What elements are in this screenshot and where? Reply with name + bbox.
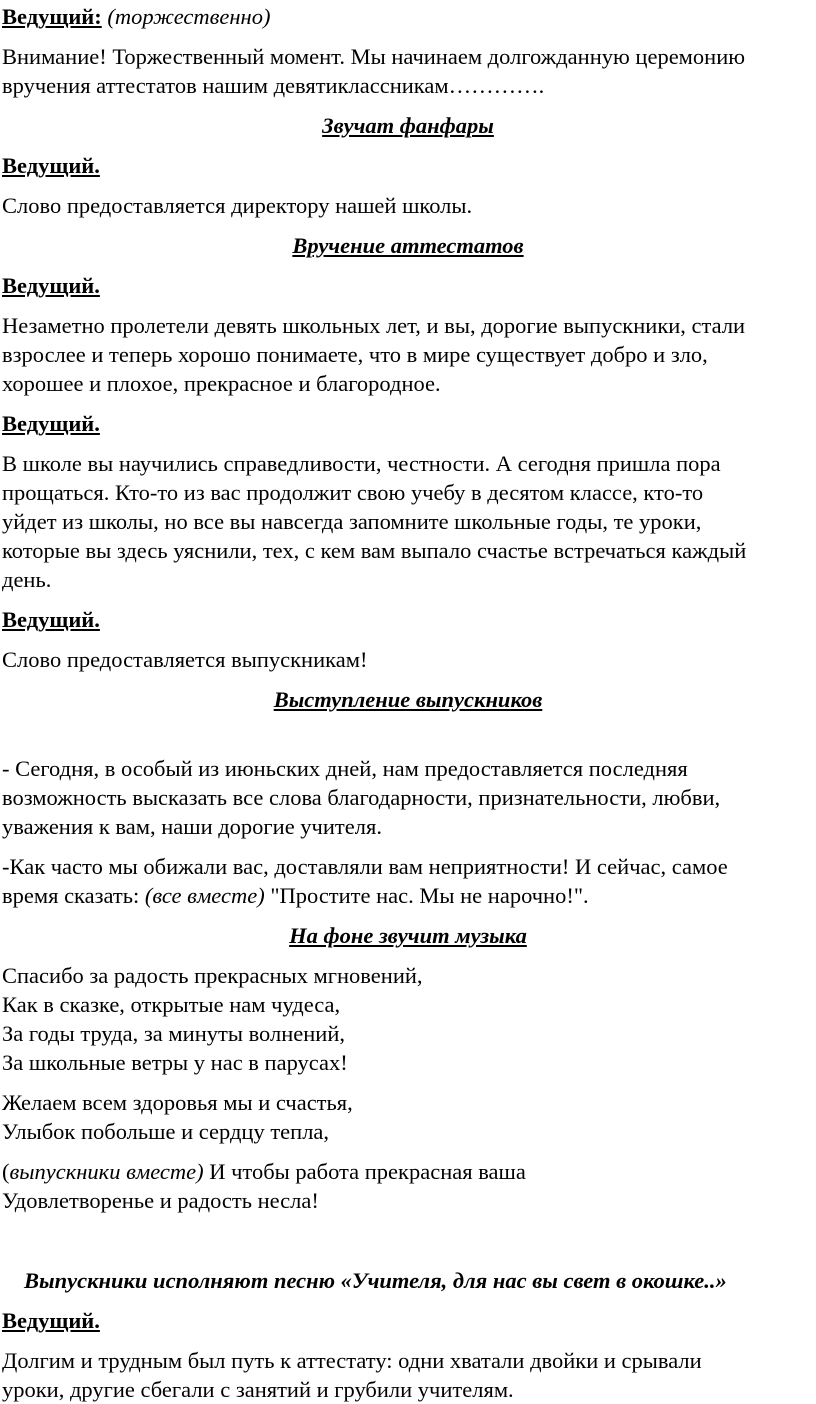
speaker-label: Ведущий. — [2, 153, 100, 178]
poem-line: Удовлетворенье и радость несла! — [2, 1188, 319, 1213]
speaker-heading-3 — [2, 271, 816, 300]
text-span: ( — [2, 1159, 10, 1184]
speaker-heading-6 — [2, 1306, 816, 1335]
text-line: которые вы здесь уяснили, тех, с кем вам выпало счастье встречаться каждый — [2, 538, 747, 563]
poem-stanza-3 — [2, 1157, 816, 1215]
intro-paragraph — [2, 42, 816, 100]
poem-line: Желаем всем здоровья мы и счастья, — [2, 1090, 353, 1115]
speaker-label: Ведущий. — [2, 273, 100, 298]
speaker-heading-5 — [2, 605, 816, 634]
text-line: -Как часто мы обижали вас, доставляли вам неприятности! И сейчас, самое — [2, 854, 728, 879]
speaker-heading-4 — [2, 409, 816, 438]
director-line: Слово предоставляется директору нашей школы. — [2, 193, 473, 218]
school-paragraph — [2, 449, 816, 594]
poem-line: Спасибо за радость прекрасных мгновений, — [2, 963, 423, 988]
graduates-line: Слово предоставляется выпускникам! — [2, 647, 368, 672]
text-span: "Простите нас. Мы не нарочно!". — [264, 883, 589, 908]
text-span: И чтобы работа прекрасная ваша — [203, 1159, 526, 1184]
text-span: время сказать: — [2, 883, 145, 908]
stage-remark: выпускники вместе) — [9, 1159, 204, 1184]
poem-stanza-2 — [2, 1088, 816, 1146]
years-paragraph — [2, 311, 816, 398]
poem-line: За годы труда, за минуты волнений, — [2, 1021, 345, 1046]
poem-line: Как в сказке, открытые нам чудеса, — [2, 992, 341, 1017]
text-line: уважения к вам, наши дорогие учителя. — [2, 814, 382, 839]
text-line: Незаметно пролетели девять школьных лет, и вы, дорогие выпускники, стали — [2, 313, 746, 338]
text-line — [2, 881, 816, 910]
blank-line — [2, 1226, 816, 1255]
text-line: Внимание! Торжественный момент. Мы начинаем долгожданную церемонию — [2, 44, 746, 69]
text-line: хорошее и плохое, прекрасное и благородное. — [2, 371, 441, 396]
speaker-label: Ведущий. — [2, 607, 100, 632]
stage-direction-song: Выпускники исполняют песню «Учителя, для нас вы свет в окошке..» — [24, 1268, 727, 1293]
poem-stanza-1 — [2, 961, 816, 1077]
poem-line — [2, 1157, 816, 1186]
text-line: взрослее и теперь хорошо понимаете, что в мире существует добро и зло, — [2, 342, 708, 367]
text-line: возможность высказать все слова благодарности, признательности, любви, — [2, 785, 721, 810]
text-line: Долгим и трудным был путь к аттестату: одни хватали двойки и срывали — [2, 1348, 702, 1373]
path-paragraph — [2, 1346, 816, 1404]
blank-line — [2, 714, 816, 743]
speaker-label: Ведущий: — [2, 4, 102, 29]
stage-remark: (все вместе) — [144, 883, 265, 908]
text-line: - Сегодня, в особый из июньских дней, нам предоставляется последняя — [2, 756, 688, 781]
poem-line: Улыбок побольше и сердцу тепла, — [2, 1119, 330, 1144]
stage-direction-certificates: Вручение аттестатов — [292, 233, 524, 258]
poem-line: За школьные ветры у нас в парусах! — [2, 1050, 348, 1075]
text-line: В школе вы научились справедливости, честности. А сегодня пришла пора — [2, 451, 721, 476]
stage-direction-music: На фоне звучит музыка — [289, 923, 527, 948]
speech-paragraph-1 — [2, 754, 816, 841]
text-line: вручения аттестатов нашим девятиклассникам…………. — [2, 73, 545, 98]
stage-direction-fanfare: Звучат фанфары — [322, 113, 494, 138]
speech-paragraph-2 — [2, 852, 816, 910]
stage-direction-graduates: Выступление выпускников — [273, 687, 543, 712]
text-line: день. — [2, 567, 52, 592]
text-line: прощаться. Кто-то из вас продолжит свою учебу в десятом классе, кто-то — [2, 480, 704, 505]
speaker-label: Ведущий. — [2, 1308, 100, 1333]
speaker-heading-1 — [2, 2, 816, 31]
stage-remark: (торжественно) — [107, 4, 271, 29]
speaker-label: Ведущий. — [2, 411, 100, 436]
text-line: уйдет из школы, но все вы навсегда запомните школьные годы, те уроки, — [2, 509, 702, 534]
speaker-heading-2 — [2, 151, 816, 180]
text-line: уроки, другие сбегали с занятий и грубили учителям. — [2, 1377, 514, 1402]
